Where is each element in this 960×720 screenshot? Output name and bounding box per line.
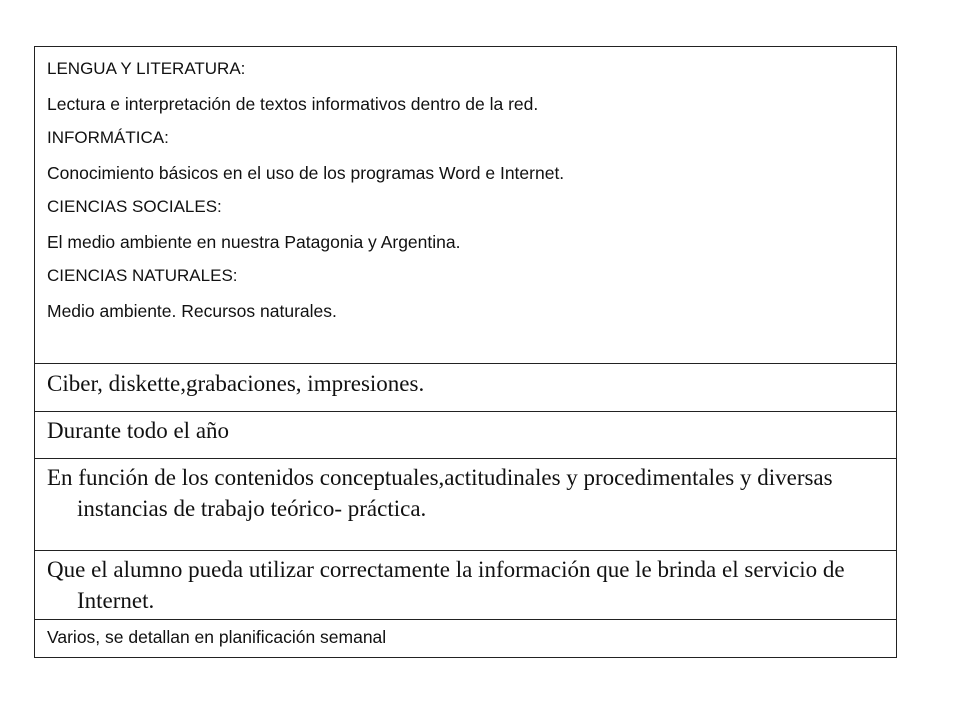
planning-table <box>34 46 897 658</box>
duration-text: Durante todo el año <box>47 418 230 443</box>
subject-content-sociales: El medio ambiente en nuestra Patagonia y Argentina. <box>47 231 461 252</box>
evaluation-cell <box>35 458 896 550</box>
subject-heading-lengua: LENGUA Y LITERATURA: <box>47 59 246 78</box>
objective-cell <box>35 550 896 619</box>
resources-text: Ciber, diskette,grabaciones, impresiones. <box>47 371 425 396</box>
subject-content-lengua: Lectura e interpretación de textos informativos dentro de la red. <box>47 93 539 114</box>
resources-cell <box>35 363 896 411</box>
contents-cell <box>35 47 896 363</box>
duration-cell <box>35 411 896 458</box>
evaluation-text: En función de los contenidos conceptuales,actitudinales y procedimentales y diversas instancias de trabajo teórico- práctica. <box>47 465 833 521</box>
subject-content-naturales: Medio ambiente. Recursos naturales. <box>47 300 337 321</box>
activities-text: Varios, se detallan en planificación semanal <box>47 627 387 647</box>
subject-heading-informatica: INFORMÁTICA: <box>47 128 169 147</box>
subject-content-informatica: Conocimiento básicos en el uso de los programas Word e Internet. <box>47 162 565 183</box>
activities-cell <box>35 619 896 657</box>
objective-text: Que el alumno pueda utilizar correctamente la información que le brinda el servicio de Internet. <box>47 557 845 613</box>
subject-heading-sociales: CIENCIAS SOCIALES: <box>47 197 222 216</box>
subject-heading-naturales: CIENCIAS NATURALES: <box>47 266 238 285</box>
